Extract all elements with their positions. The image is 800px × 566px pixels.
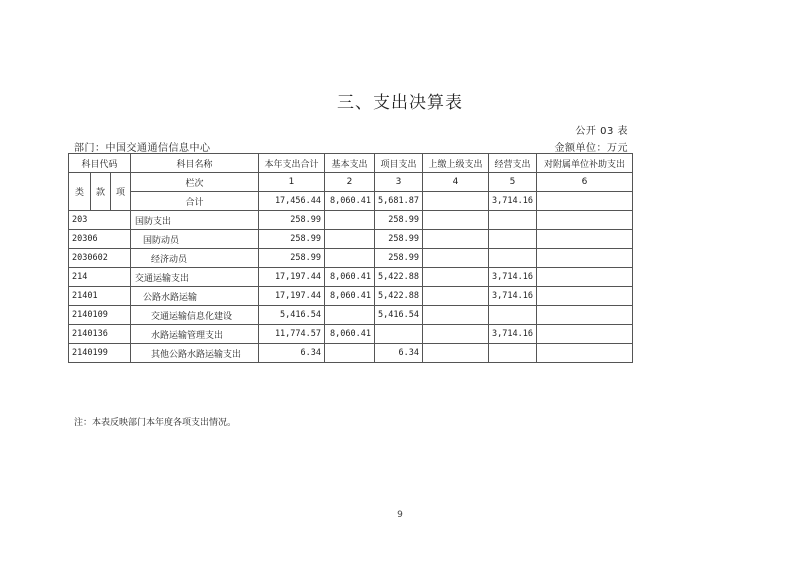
table-row	[69, 287, 633, 306]
column-number: 4	[423, 173, 489, 192]
row-project: 258.99	[375, 230, 423, 249]
column-number: 1	[259, 173, 325, 192]
sum-project: 5,681.87	[375, 192, 423, 211]
row-subsidy	[537, 230, 633, 249]
row-name: 国防支出	[131, 211, 259, 230]
row-code: 203	[69, 211, 131, 230]
row-operating	[489, 344, 537, 363]
row-code: 2030602	[69, 249, 131, 268]
row-subsidy	[537, 344, 633, 363]
column-number-row	[69, 173, 633, 192]
sum-total: 17,456.44	[259, 192, 325, 211]
row-basic	[325, 211, 375, 230]
row-basic	[325, 230, 375, 249]
row-name: 其他公路水路运输支出	[131, 344, 259, 363]
row-upper	[423, 325, 489, 344]
page-title: 三、支出决算表	[337, 93, 463, 113]
row-subsidy	[537, 249, 633, 268]
row-basic: 8,060.41	[325, 325, 375, 344]
row-subsidy	[537, 268, 633, 287]
row-code: 2140109	[69, 306, 131, 325]
header-project: 项目支出	[375, 154, 423, 173]
row-total: 258.99	[259, 249, 325, 268]
expenditure-table	[68, 153, 633, 363]
row-upper	[423, 287, 489, 306]
header-upper: 上缴上级支出	[423, 154, 489, 173]
table-note: 注：本表反映部门本年度各项支出情况。	[74, 418, 237, 428]
row-basic	[325, 344, 375, 363]
sum-subsidy	[537, 192, 633, 211]
unit-label: 金额单位：万元	[554, 143, 628, 154]
table-row	[69, 325, 633, 344]
row-operating: 3,714.16	[489, 287, 537, 306]
row-basic	[325, 306, 375, 325]
row-total: 6.34	[259, 344, 325, 363]
row-upper	[423, 230, 489, 249]
header-row	[69, 154, 633, 173]
form-number: 公开 03 表	[575, 126, 628, 137]
column-number: 3	[375, 173, 423, 192]
header-total: 本年支出合计	[259, 154, 325, 173]
row-project: 258.99	[375, 249, 423, 268]
sum-label: 合计	[131, 192, 259, 211]
sum-upper	[423, 192, 489, 211]
row-operating	[489, 211, 537, 230]
row-basic: 8,060.41	[325, 268, 375, 287]
row-total: 17,197.44	[259, 287, 325, 306]
table-row	[69, 344, 633, 363]
header-lei: 类	[69, 173, 91, 211]
row-total: 17,197.44	[259, 268, 325, 287]
row-upper	[423, 344, 489, 363]
row-total: 258.99	[259, 211, 325, 230]
header-basic: 基本支出	[325, 154, 375, 173]
header-name: 科目名称	[131, 154, 259, 173]
sum-row	[69, 192, 633, 211]
row-total: 258.99	[259, 230, 325, 249]
row-upper	[423, 306, 489, 325]
header-operating: 经营支出	[489, 154, 537, 173]
row-code: 20306	[69, 230, 131, 249]
header-code: 科目代码	[69, 154, 131, 173]
column-number: 5	[489, 173, 537, 192]
row-name: 经济动员	[131, 249, 259, 268]
row-total: 5,416.54	[259, 306, 325, 325]
row-operating	[489, 306, 537, 325]
row-code: 2140136	[69, 325, 131, 344]
row-project	[375, 325, 423, 344]
column-number: 2	[325, 173, 375, 192]
row-basic: 8,060.41	[325, 287, 375, 306]
row-subsidy	[537, 211, 633, 230]
row-name: 交通运输支出	[131, 268, 259, 287]
row-project: 5,422.88	[375, 268, 423, 287]
row-upper	[423, 211, 489, 230]
row-upper	[423, 268, 489, 287]
row-operating: 3,714.16	[489, 325, 537, 344]
department-label: 部门：中国交通通信信息中心	[74, 143, 211, 154]
row-code: 2140199	[69, 344, 131, 363]
row-total: 11,774.57	[259, 325, 325, 344]
row-operating	[489, 230, 537, 249]
table-row	[69, 211, 633, 230]
row-name: 水路运输管理支出	[131, 325, 259, 344]
row-project: 5,422.88	[375, 287, 423, 306]
row-subsidy	[537, 325, 633, 344]
table-row	[69, 268, 633, 287]
row-name: 公路水路运输	[131, 287, 259, 306]
row-code: 214	[69, 268, 131, 287]
row-basic	[325, 249, 375, 268]
table-row	[69, 306, 633, 325]
row-upper	[423, 249, 489, 268]
header-subsidy: 对附属单位补助支出	[537, 154, 633, 173]
row-project: 6.34	[375, 344, 423, 363]
row-subsidy	[537, 306, 633, 325]
header-xiang: 项	[111, 173, 131, 211]
row-operating	[489, 249, 537, 268]
table-row	[69, 249, 633, 268]
row-subsidy	[537, 287, 633, 306]
column-number: 6	[537, 173, 633, 192]
row-name: 交通运输信息化建设	[131, 306, 259, 325]
table-row	[69, 230, 633, 249]
row-operating: 3,714.16	[489, 268, 537, 287]
row-code: 21401	[69, 287, 131, 306]
sum-basic: 8,060.41	[325, 192, 375, 211]
sum-operating: 3,714.16	[489, 192, 537, 211]
row-project: 5,416.54	[375, 306, 423, 325]
header-kuan: 款	[91, 173, 111, 211]
row-project: 258.99	[375, 211, 423, 230]
column-label: 栏次	[131, 173, 259, 192]
page-number: 9	[397, 510, 403, 520]
row-name: 国防动员	[131, 230, 259, 249]
